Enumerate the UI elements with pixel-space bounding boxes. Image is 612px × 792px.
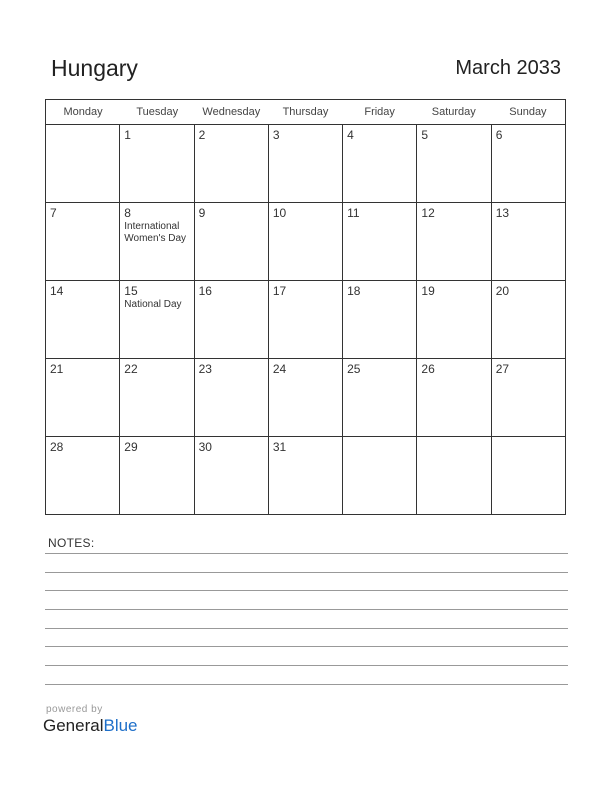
day-cell — [417, 203, 491, 280]
notes-line — [45, 665, 568, 666]
day-number: 24 — [272, 362, 287, 376]
day-cell — [492, 359, 565, 436]
brand-blue: Blue — [103, 716, 138, 735]
day-number: 23 — [198, 362, 212, 376]
day-cell — [120, 281, 194, 358]
week-row — [46, 359, 565, 437]
day-cell — [120, 437, 194, 514]
day-number: 1 — [124, 128, 131, 142]
day-cell — [46, 437, 120, 514]
day-cell — [492, 203, 565, 280]
notes-line — [45, 609, 568, 610]
day-number: 12 — [421, 206, 435, 220]
day-cell — [343, 125, 417, 202]
day-cell — [269, 125, 343, 202]
weekday-label: Wednesday — [202, 106, 261, 118]
day-number: 18 — [347, 284, 361, 298]
day-number: 29 — [124, 440, 138, 454]
day-number: 16 — [198, 284, 212, 298]
day-cell — [120, 125, 194, 202]
day-number: 11 — [347, 206, 360, 220]
calendar-grid — [45, 99, 566, 515]
day-number: 25 — [347, 362, 361, 376]
notes-line — [45, 572, 568, 573]
day-cell — [46, 203, 120, 280]
day-number: 26 — [421, 362, 435, 376]
brand-general: General — [43, 716, 104, 735]
generalblue-logo — [43, 716, 138, 736]
day-number: 6 — [495, 128, 503, 142]
day-cell — [492, 437, 565, 514]
day-cell — [120, 203, 194, 280]
day-cell — [417, 125, 491, 202]
weekday-label: Tuesday — [136, 106, 179, 118]
day-number: 8 — [124, 206, 131, 220]
weekday-label: Saturday — [431, 106, 476, 118]
day-number: 13 — [495, 206, 510, 220]
weekday-label: Sunday — [509, 106, 547, 118]
day-cell — [195, 125, 269, 202]
week-row — [46, 281, 565, 359]
week-row — [46, 125, 565, 203]
day-cell — [195, 437, 269, 514]
powered-by-text: powered by — [46, 704, 103, 715]
day-cell — [417, 359, 491, 436]
day-cell — [120, 359, 194, 436]
notes-line — [45, 590, 568, 591]
day-number: 15 — [124, 284, 138, 298]
day-cell — [269, 203, 343, 280]
day-number: 27 — [495, 362, 510, 376]
weekday-label: Thursday — [282, 106, 329, 118]
notes-line — [45, 684, 568, 685]
day-number: 19 — [421, 284, 435, 298]
day-number: 5 — [421, 128, 429, 142]
day-cell — [46, 359, 120, 436]
day-number: 20 — [495, 284, 510, 298]
day-number: 10 — [272, 206, 287, 220]
day-number: 30 — [198, 440, 212, 454]
weekday-label: Friday — [364, 106, 395, 118]
day-number: 21 — [50, 362, 64, 376]
day-number: 28 — [50, 440, 64, 454]
day-number: 9 — [198, 206, 206, 220]
day-cell — [343, 437, 417, 514]
day-cell — [417, 437, 491, 514]
day-number: 22 — [124, 362, 138, 376]
notes-line — [45, 628, 568, 629]
day-cell — [492, 281, 565, 358]
day-cell — [195, 203, 269, 280]
day-cell — [195, 281, 269, 358]
month-title: March 2033 — [455, 57, 561, 79]
day-cell — [343, 281, 417, 358]
weekday-label: Monday — [63, 106, 103, 118]
day-number: 4 — [347, 128, 354, 142]
notes-line — [45, 553, 568, 554]
day-number: 17 — [272, 284, 287, 298]
day-cell — [269, 437, 343, 514]
country-title: Hungary — [51, 55, 138, 81]
notes-label: NOTES: — [48, 536, 95, 550]
day-cell — [343, 203, 417, 280]
notes-line — [45, 646, 568, 647]
day-cell — [417, 281, 491, 358]
day-number: 2 — [198, 128, 206, 142]
day-number: 7 — [50, 206, 57, 220]
day-cell — [269, 281, 343, 358]
day-cell — [46, 125, 120, 202]
holiday-label: International Women's Day — [124, 221, 187, 244]
day-number: 14 — [50, 284, 64, 298]
day-cell — [492, 125, 565, 202]
week-row — [46, 437, 565, 514]
day-number: 3 — [272, 128, 280, 142]
holiday-label: National Day — [124, 299, 182, 310]
day-cell — [343, 359, 417, 436]
week-row — [46, 203, 565, 281]
day-cell — [46, 281, 120, 358]
day-cell — [195, 359, 269, 436]
weekday-header — [46, 100, 565, 125]
day-cell — [269, 359, 343, 436]
day-number: 31 — [272, 440, 287, 454]
